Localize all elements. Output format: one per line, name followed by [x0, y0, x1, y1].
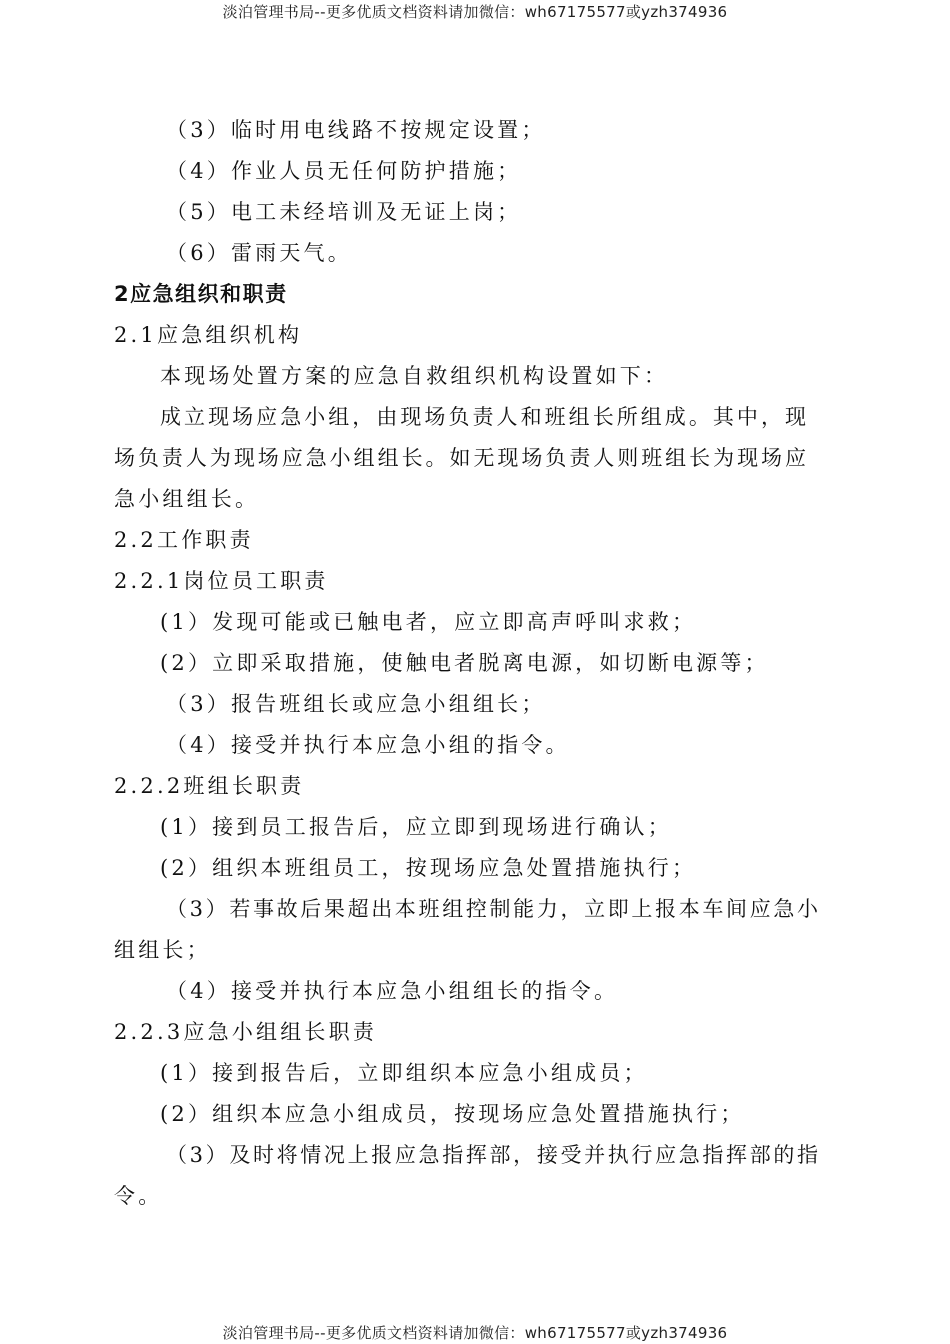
- body-line-hazard-4: （4）作业人员无任何防护措施；: [166, 159, 522, 183]
- subsection-heading-2-2: 2.2工作职责: [114, 528, 254, 552]
- subsection-heading-2-2-1: 2.2.1岗位员工职责: [114, 569, 329, 593]
- duty-item-team-head-1: (1）接到报告后，立即组织本应急小组成员；: [160, 1061, 648, 1085]
- duty-item-leader-3: （3）若事故后果超出本班组控制能力，立即上报本车间应急小: [166, 897, 818, 921]
- duty-item-team-head-2: (2）组织本应急小组成员，按现场应急处置措施执行；: [160, 1102, 745, 1126]
- body-line-hazard-6: （6）雷雨天气。: [166, 241, 352, 265]
- duty-item-leader-1: (1）接到员工报告后，应立即到现场进行确认；: [160, 815, 672, 839]
- duty-item-staff-3: （3）报告班组长或应急小组组长；: [166, 692, 546, 716]
- duty-item-leader-2: (2）组织本班组员工，按现场应急处置措施执行；: [160, 856, 697, 880]
- duty-item-leader-3-cont: 组组长；: [114, 938, 211, 962]
- duty-item-staff-2: (2）立即采取措施，使触电者脱离电源，如切断电源等；: [160, 651, 769, 675]
- duty-item-team-head-3-cont: 令。: [114, 1184, 163, 1208]
- duty-item-staff-1: (1）发现可能或已触电者，应立即高声呼叫求救；: [160, 610, 697, 634]
- paragraph-line-org-3: 急小组组长。: [114, 487, 260, 511]
- paragraph-line-org-intro: 本现场处置方案的应急自救组织机构设置如下：: [160, 364, 669, 388]
- paragraph-line-org-2: 场负责人为现场应急小组组长。如无现场负责人则班组长为现场应: [114, 446, 806, 470]
- subsection-heading-2-1: 2.1应急组织机构: [114, 323, 303, 347]
- section-heading-2: 2应急组织和职责: [114, 282, 288, 306]
- body-line-hazard-5: （5）电工未经培训及无证上岗；: [166, 200, 522, 224]
- duty-item-staff-4: （4）接受并执行本应急小组的指令。: [166, 733, 570, 757]
- subsection-heading-2-2-3: 2.2.3应急小组组长职责: [114, 1020, 378, 1044]
- duty-item-team-head-3: （3）及时将情况上报应急指挥部，接受并执行应急指挥部的指: [166, 1143, 818, 1167]
- page-footer-watermark: 淡泊管理书局--更多优质文档资料请加微信：wh67175577或yzh374936: [222, 1324, 728, 1342]
- duty-item-leader-4: （4）接受并执行本应急小组组长的指令。: [166, 979, 619, 1003]
- paragraph-line-org-1: 成立现场应急小组，由现场负责人和班组长所组成。其中，现: [160, 405, 806, 429]
- page-header-watermark: 淡泊管理书局--更多优质文档资料请加微信：wh67175577或yzh374936: [222, 3, 728, 21]
- body-line-hazard-3: （3）临时用电线路不按规定设置；: [166, 118, 546, 142]
- subsection-heading-2-2-2: 2.2.2班组长职责: [114, 774, 305, 798]
